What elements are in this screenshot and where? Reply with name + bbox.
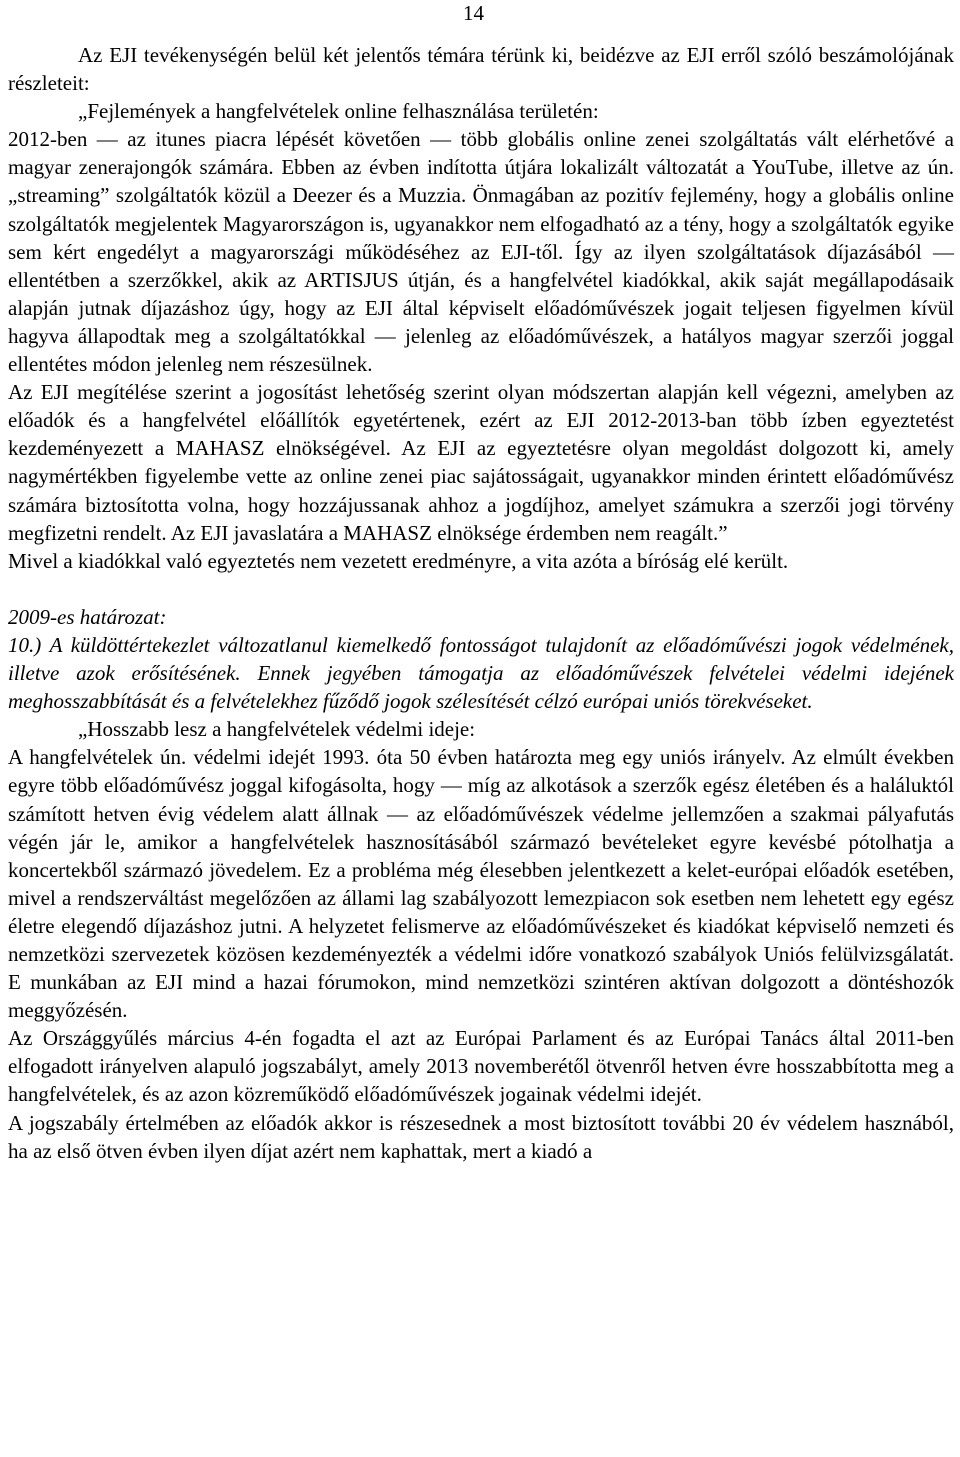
resolution-heading: 2009-es határozat: xyxy=(8,604,167,629)
document-body xyxy=(8,41,954,1165)
spacer xyxy=(8,575,954,603)
body-paragraph: Mivel a kiadókkal való egyeztetés nem vezetett eredményre, a vita azóta a bíróság elé került. xyxy=(8,548,789,573)
body-paragraph: A hangfelvételek ún. védelmi idejét 1993. óta 50 évben határozta meg egy uniós irányelv. Az elmúlt években egyre több előadóművész joggal kifogásolta, hogy — míg az alkotások a szerzők egész életében és a haláluktól számított hetven évig védelem alatt állnak — az előadóművészek védelme jellemzően a szakmai pályafutás végén jár le, amikor a hangfelvételek hasznosításából származó bevételeket egyre kevésbé pótolhatja a koncertekből származó jövedelem. Ez a probléma még élesebben jelentkezett a kelet-európai előadók esetében, mivel a rendszerváltást megelőzően az állami lag szabályozott lemezpiacon sok esetben nem lehetett egy egész életre elegendő díjazáshoz jutni. A helyzetet felismerve az előadóművészeket és kiadókat képviselő nemzeti és nemzetközi szervezetek közösen kezdeményezték a védelmi időre vonatkozó szabályok Uniós felülvizsgálatát. E munkában az EJI mind a hazai fórumokon, mind nemzetközi szintéren aktívan dolgozott a döntéshozók meggyőzésén. xyxy=(8,745,954,1023)
body-paragraph: Az Országgyűlés március 4-én fogadta el azt az Európai Parlament és az Európai Tanács által 2011-ben elfogadott irányelven alapuló jogszabályt, amely 2013 novemberétől ötvenről hetven évre hosszabbította meg a hangfelvételek, és az azon közreműködő előadóművészek jogainak védelmi idejét. xyxy=(8,1026,954,1107)
page-number: 14 xyxy=(463,1,484,25)
intro-paragraph: Az EJI tevékenységén belül két jelentős témára térünk ki, beidézve az EJI erről szóló beszámolójának részleteit: xyxy=(8,43,954,96)
quote-heading: „Fejlemények a hangfelvételek online felhasználása területén: xyxy=(78,99,599,124)
body-paragraph: 2012-ben — az itunes piacra lépését követően — több globális online zenei szolgáltatás vált elérhetővé a magyar zenerajongók számára. Ebben az évben indította útjára lokalizált változatát a YouTube, illetve az ún. „streaming” szolgáltatók közül a Deezer és a Muzzia. Önmagában az pozitív fejlemény, hogy a globális online szolgáltatók megjelentek Magyarországon is, ugyanakkor nem elfogadható az a tény, hogy a szolgáltatók egyike sem kért engedélyt a magyarországi működéséhez az EJI-től. Így az ilyen szolgáltatások díjazásából — ellentétben a szerzőkkel, akik az ARTISJUS útján, és a hangfelvétel kiadókkal, akik saját megállapodásaik alapján jutnak díjazáshoz úgy, hogy az EJI által képviselt előadóművészek jogait teljesen figyelmen kívül hagyva állapodtak meg a szolgáltatókkal — jelenleg az előadóművészek, a hatályos magyar szerzői joggal ellentétes módon jelenleg nem részesülnek. xyxy=(8,127,954,377)
body-paragraph: Az EJI megítélése szerint a jogosítást lehetőség szerint olyan módszertan alapján kell végezni, amelyben az előadók és a hangfelvétel előállítók egyetértenek, ezért az EJI 2012-2013-ban több ízben egyeztetést kezdeményezett a MAHASZ elnökségével. Az EJI az egyeztetésre olyan megoldást dolgozott ki, amely nagymértékben figyelembe vette az online zenei piac sajátosságait, ugyanakkor minden érintett előadóművész számára biztosította volna, hogy hozzájussanak ahhoz a jogdíjhoz, amelyet számukra a szerzői jogi törvény megfizetni rendelt. Az EJI javaslatára a MAHASZ elnöksége érdemben nem reagált.” xyxy=(8,380,954,545)
quote-heading: „Hosszabb lesz a hangfelvételek védelmi ideje: xyxy=(78,717,476,742)
resolution-text: 10.) A küldöttértekezlet változatlanul kiemelkedő fontosságot tulajdonít az előadóművészi jogok védelmének, illetve azok erősítésének. Ennek jegyében támogatja az előadóművészek felvételei védelmi idejének meghosszabbítását és a felvételekhez fűződő jogok szélesítését célzó európai uniós törekvéseket. xyxy=(8,632,954,714)
body-paragraph: A jogszabály értelmében az előadók akkor is részesednek a most biztosított további 20 év védelem hasznából, ha az első ötven évben ilyen díjat azért nem kaphattak, mert a kiadó a xyxy=(8,1110,954,1163)
